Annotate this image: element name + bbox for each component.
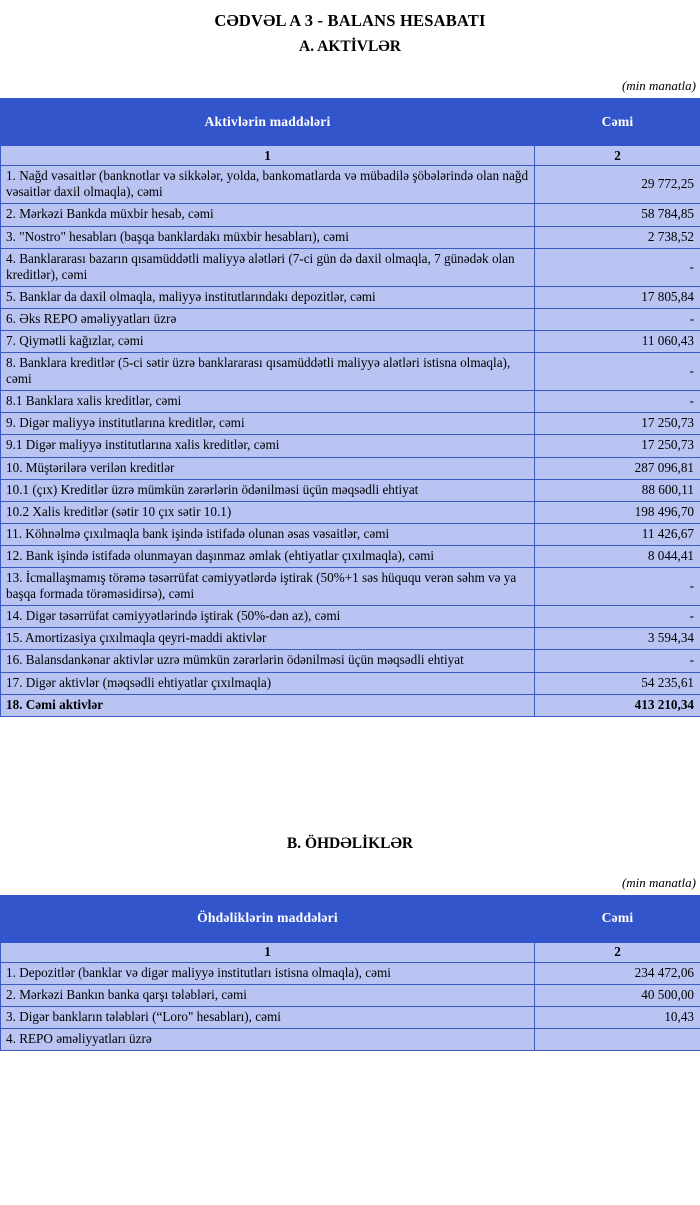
row-label: 7. Qiymətli kağızlar, cəmi [1,331,535,353]
row-label: 8.1 Banklara xalis kreditlər, cəmi [1,391,535,413]
table-row [1,628,700,650]
table-row [1,308,700,330]
row-value: - [535,248,700,286]
row-value: - [535,606,700,628]
table-row [1,226,700,248]
liabilities-column-number-2: 2 [535,942,700,962]
row-value: - [535,568,700,606]
row-value: 88 600,11 [535,479,700,501]
row-value: 3 594,34 [535,628,700,650]
row-label: 2. Mərkəzi Bankın banka qarşı tələbləri, cəmi [1,984,535,1006]
table-row [1,606,700,628]
assets-header-value: Cəmi [535,99,700,146]
row-label: 18. Cəmi aktivlər [1,694,535,716]
assets-header-label: Aktivlərin maddələri [1,99,535,146]
units-note-liabilities: (min manatla) [0,875,700,891]
assets-column-number-1: 1 [1,146,535,166]
row-value: 54 235,61 [535,672,700,694]
row-label: 11. Köhnəlmə çıxılmaqla bank işində istifadə olunan əsas vəsaitlər, cəmi [1,523,535,545]
liabilities-header-label: Öhdəliklərin maddələri [1,895,535,942]
row-label: 8. Banklara kreditlər (5-ci sətir üzrə banklararası qısamüddətli maliyyə alətləri istisna olmaqla), cəmi [1,353,535,391]
liabilities-header-row [1,895,700,942]
row-label: 10.1 (çıx) Kreditlər üzrə mümkün zərərlərin ödənilməsi üçün məqsədli ehtiyat [1,479,535,501]
table-row [1,545,700,567]
table-row [1,1028,700,1050]
row-label: 10. Müştərilərə verilən kreditlər [1,457,535,479]
row-label: 16. Balansdankənar aktivlər uzrə mümkün zərərlərin ödənilməsi üçün məqsədli ehtiyat [1,650,535,672]
liabilities-header-value: Cəmi [535,895,700,942]
assets-table [0,98,700,716]
row-value: 11 426,67 [535,523,700,545]
section-spacer [0,717,700,835]
table-row [1,523,700,545]
table-row-total [1,694,700,716]
table-row [1,435,700,457]
row-label: 17. Digər aktivlər (məqsədli ehtiyatlar çıxılmaqla) [1,672,535,694]
row-label: 9. Digər maliyyə institutlarına kreditlər, cəmi [1,413,535,435]
row-value: - [535,391,700,413]
row-value: 2 738,52 [535,226,700,248]
row-label: 5. Banklar da daxil olmaqla, maliyyə institutlarındakı depozitlər, cəmi [1,286,535,308]
row-label: 3. "Nostro" hesabları (başqa banklardakı müxbir hesabları), cəmi [1,226,535,248]
table-row [1,286,700,308]
assets-column-number-row [1,146,700,166]
table-row [1,353,700,391]
row-value: 17 805,84 [535,286,700,308]
row-label: 4. REPO əməliyyatları üzrə [1,1028,535,1050]
table-row [1,962,700,984]
table-row [1,331,700,353]
row-label: 15. Amortizasiya çıxılmaqla qeyri-maddi aktivlər [1,628,535,650]
section-b-title: B. ÖHDƏLİKLƏR [0,835,700,853]
row-value: 40 500,00 [535,984,700,1006]
row-label: 9.1 Digər maliyyə institutlarına xalis kreditlər, cəmi [1,435,535,457]
table-row [1,413,700,435]
row-label: 14. Digər təsərrüfat cəmiyyətlərində iştirak (50%-dən az), cəmi [1,606,535,628]
section-a-title: A. AKTİVLƏR [0,38,700,56]
table-row [1,166,700,204]
row-label: 3. Digər bankların tələbləri (“Loro" hesabları), cəmi [1,1006,535,1028]
liabilities-column-number-row [1,942,700,962]
row-value: - [535,353,700,391]
table-row [1,248,700,286]
table-row [1,984,700,1006]
row-label: 12. Bank işində istifadə olunmayan daşınmaz əmlak (ehtiyatlar çıxılmaqla), cəmi [1,545,535,567]
row-label: 4. Banklararası bazarın qısamüddətli maliyyə alətləri (7-ci gün də daxil olmaqla, 7 günədək olan kreditlər), cəmi [1,248,535,286]
row-value [535,1028,700,1050]
row-value: 287 096,81 [535,457,700,479]
balance-sheet-page [0,10,700,1051]
table-row [1,479,700,501]
row-value: 198 496,70 [535,501,700,523]
row-value: 17 250,73 [535,435,700,457]
row-value: 58 784,85 [535,204,700,226]
table-row [1,672,700,694]
table-row [1,391,700,413]
row-value: 11 060,43 [535,331,700,353]
row-value: - [535,308,700,330]
assets-header-row [1,99,700,146]
table-row [1,650,700,672]
row-label: 1. Nağd vəsaitlər (banknotlar və sikkələr, yolda, bankomatlarda və mübadilə şöbələrində olan nağd vəsaitlər daxil olmaqla), cəmi [1,166,535,204]
table-row [1,1006,700,1028]
row-value: 8 044,41 [535,545,700,567]
units-note-assets: (min manatla) [0,78,700,94]
row-value: 234 472,06 [535,962,700,984]
liabilities-column-number-1: 1 [1,942,535,962]
assets-column-number-2: 2 [535,146,700,166]
row-label: 10.2 Xalis kreditlər (sətir 10 çıx sətir 10.1) [1,501,535,523]
row-value: 17 250,73 [535,413,700,435]
row-value: 29 772,25 [535,166,700,204]
row-value: 10,43 [535,1006,700,1028]
row-label: 13. İcmallaşmamış törəmə təsərrüfat cəmiyyətlərdə iştirak (50%+1 səs hüququ verən səhm və ya başqa formada törəməsidirsə), cəmi [1,568,535,606]
row-label: 1. Depozitlər (banklar və digər maliyyə institutları istisna olmaqla), cəmi [1,962,535,984]
row-value: 413 210,34 [535,694,700,716]
page-title: CƏDVƏL A 3 - BALANS HESABATI [0,10,700,32]
row-label: 2. Mərkəzi Bankda müxbir hesab, cəmi [1,204,535,226]
table-row [1,501,700,523]
table-row [1,457,700,479]
table-row [1,204,700,226]
table-row [1,568,700,606]
row-label: 6. Əks REPO əməliyyatları üzrə [1,308,535,330]
row-value: - [535,650,700,672]
liabilities-table [0,895,700,1051]
